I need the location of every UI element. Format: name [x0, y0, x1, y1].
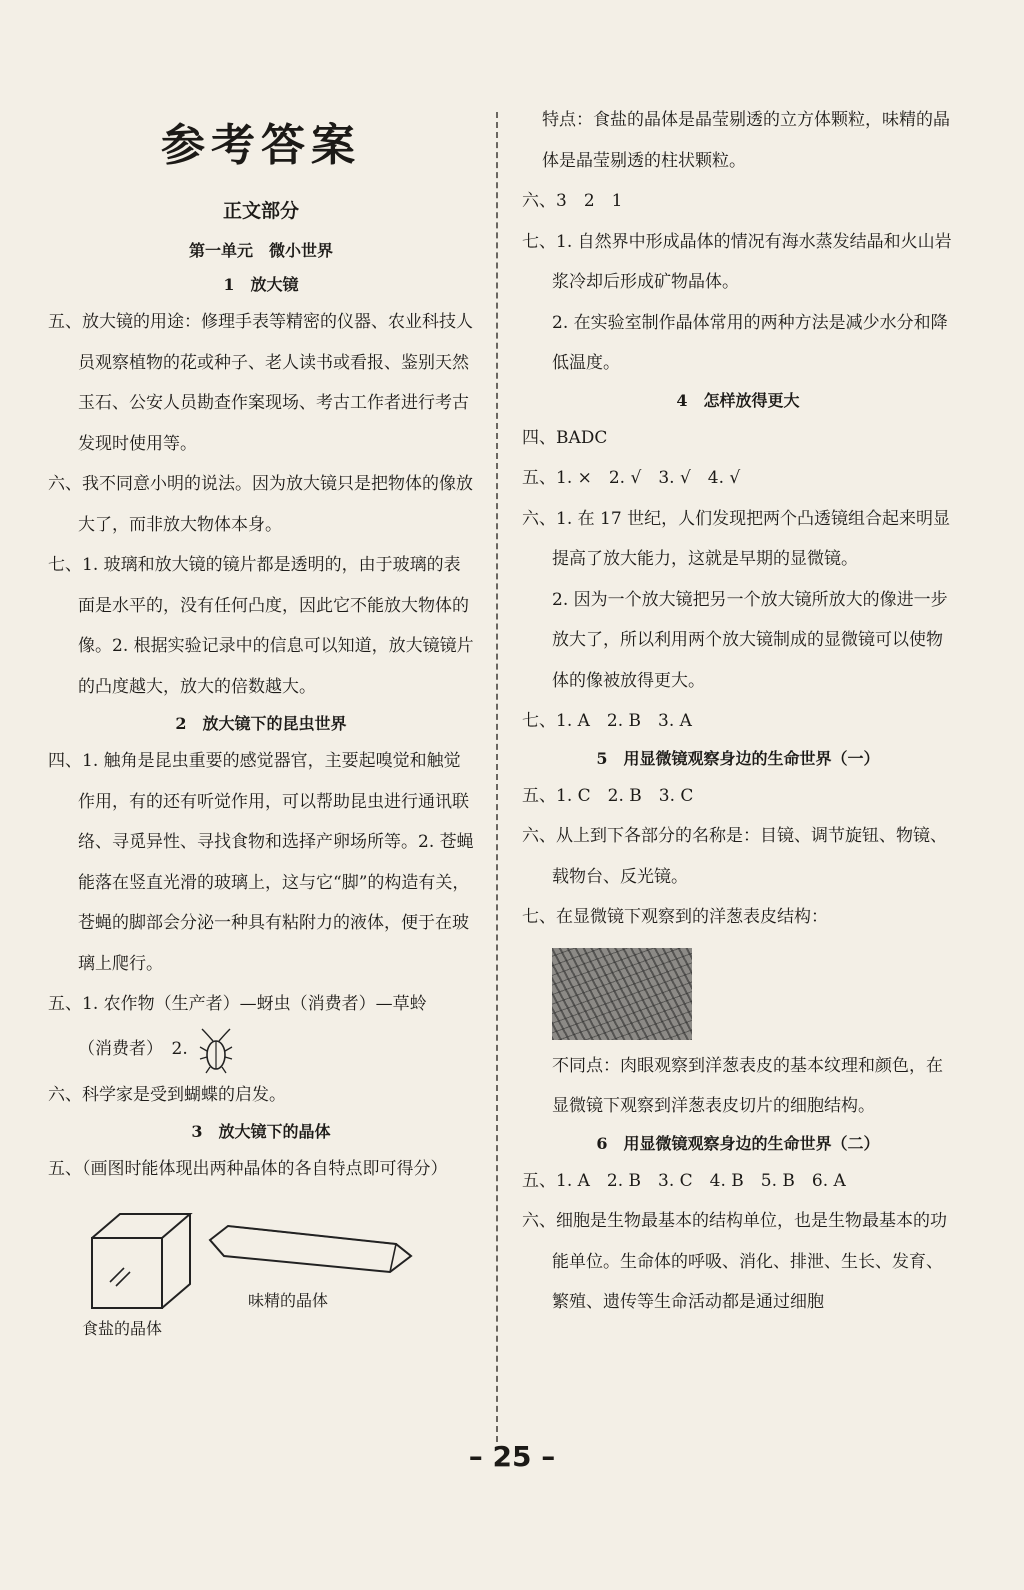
section-title-3: 3 放大镜下的晶体: [191, 1122, 331, 1141]
answer-2-5: 五、1. 农作物（生产者）—蚜虫（消费者）—草蛉: [48, 994, 427, 1014]
answer-4-6-2: 2. 因为一个放大镜把另一个放大镜所放大的像进一步放大了，所以利用两个放大镜制成的显微镜可以使物体的像被放得更大。: [552, 589, 948, 691]
answer-2-5-tail: （消费者） 2.: [78, 1039, 188, 1060]
answer-4-5: 五、1. × 2. √ 3. √ 4. √: [522, 468, 741, 488]
section-title-5: 5 用显微镜观察身边的生命世界（一）: [596, 748, 880, 768]
answer-6-6: 六、细胞是生物最基本的结构单位，也是生物最基本的功能单位。生命体的呼吸、消化、排泄、生长、发育、繁殖、遗传等生命活动都是通过细胞: [522, 1211, 947, 1312]
answer-3-5: 五、（画图时能体现出两种晶体的各自特点即可得分）: [48, 1159, 448, 1179]
crystal-figure: [48, 1204, 474, 1354]
answer-3-6: 六、3 2 1: [522, 191, 623, 211]
answer-5-6: 六、从上到下各部分的名称是：目镜、调节旋钮、物镜、载物台、反光镜。: [522, 826, 947, 887]
answer-1-7: 七、1. 玻璃和放大镜的镜片都是透明的，由于玻璃的表面是水平的，没有任何凸度，因此它不能放大物体的像。2. 根据实验记录中的信息可以知道，放大镜镜片的凸度越大，放大的倍数越大。: [48, 555, 474, 697]
answer-3-5-features: 特点：食盐的晶体是晶莹剔透的立方体颗粒，味精的晶体是晶莹剔透的柱状颗粒。: [542, 110, 950, 171]
msg-crystal-drawing: [206, 1222, 416, 1282]
onion-skin-micrograph: [552, 948, 692, 1040]
part-title: 正文部分: [222, 200, 299, 222]
answer-4-7: 七、1. A 2. B 3. A: [522, 711, 692, 731]
msg-crystal-label: 味精的晶体: [248, 1290, 329, 1310]
right-column: [522, 100, 954, 1323]
insect-drawing-icon: [196, 1025, 236, 1075]
answer-4-4: 四、BADC: [522, 427, 608, 448]
unit-title: 第一单元 微小世界: [188, 241, 333, 260]
left-column: [48, 100, 474, 1354]
section-title-1: 1 放大镜: [223, 275, 299, 294]
answer-2-4: 四、1. 触角是昆虫重要的感觉器官，主要起嗅觉和触觉作用，有的还有听觉作用，可以帮助昆虫进行通讯联络、寻觅异性、寻找食物和选择产卵场所等。2. 苍蝇能落在竖直光滑的玻璃上，这与它“脚”的构造有关，苍蝇的脚部会分泌一种具有粘附力的液体，便于在玻璃上爬行。: [48, 751, 474, 974]
answer-3-7-1: 七、1. 自然界中形成晶体的情况有海水蒸发结晶和火山岩浆冷却后形成矿物晶体。: [522, 231, 952, 292]
answer-1-5: 五、放大镜的用途：修理手表等精密的仪器、农业科技人员观察植物的花或种子、老人读书或看报、鉴别天然玉石、公安人员勘查作案现场、考古工作者进行考古发现时使用等。: [48, 312, 473, 454]
section-title-4: 4 怎样放得更大: [676, 390, 800, 410]
page-title: 参考答案: [161, 120, 361, 171]
section-title-2: 2 放大镜下的昆虫世界: [175, 714, 347, 733]
salt-crystal-label: 食盐的晶体: [82, 1318, 163, 1338]
answer-2-6: 六、科学家是受到蝴蝶的启发。: [48, 1084, 286, 1105]
answer-6-5: 五、1. A 2. B 3. C 4. B 5. B 6. A: [522, 1170, 846, 1191]
salt-crystal-drawing: [86, 1210, 196, 1320]
answer-5-7: 七、在显微镜下观察到的洋葱表皮结构：: [522, 907, 828, 927]
column-divider: [496, 112, 498, 1442]
answer-5-7-difference: 不同点：肉眼观察到洋葱表皮的基本纹理和颜色，在显微镜下观察到洋葱表皮切片的细胞结构。: [552, 1055, 943, 1116]
answer-2-5-continued: [48, 1025, 474, 1075]
answer-3-7-2: 2. 在实验室制作晶体常用的两种方法是减少水分和降低温度。: [552, 312, 948, 373]
section-title-6: 6 用显微镜观察身边的生命世界（二）: [596, 1133, 880, 1153]
answer-4-6-1: 六、1. 在 17 世纪，人们发现把两个凸透镜组合起来明显提高了放大能力，这就是早期的显微镜。: [522, 508, 951, 569]
answer-1-6: 六、我不同意小明的说法。因为放大镜只是把物体的像放大了，而非放大物体本身。: [48, 474, 473, 535]
page-number: – 25 –: [468, 1440, 556, 1473]
answer-5-5: 五、1. C 2. B 3. C: [522, 785, 694, 806]
